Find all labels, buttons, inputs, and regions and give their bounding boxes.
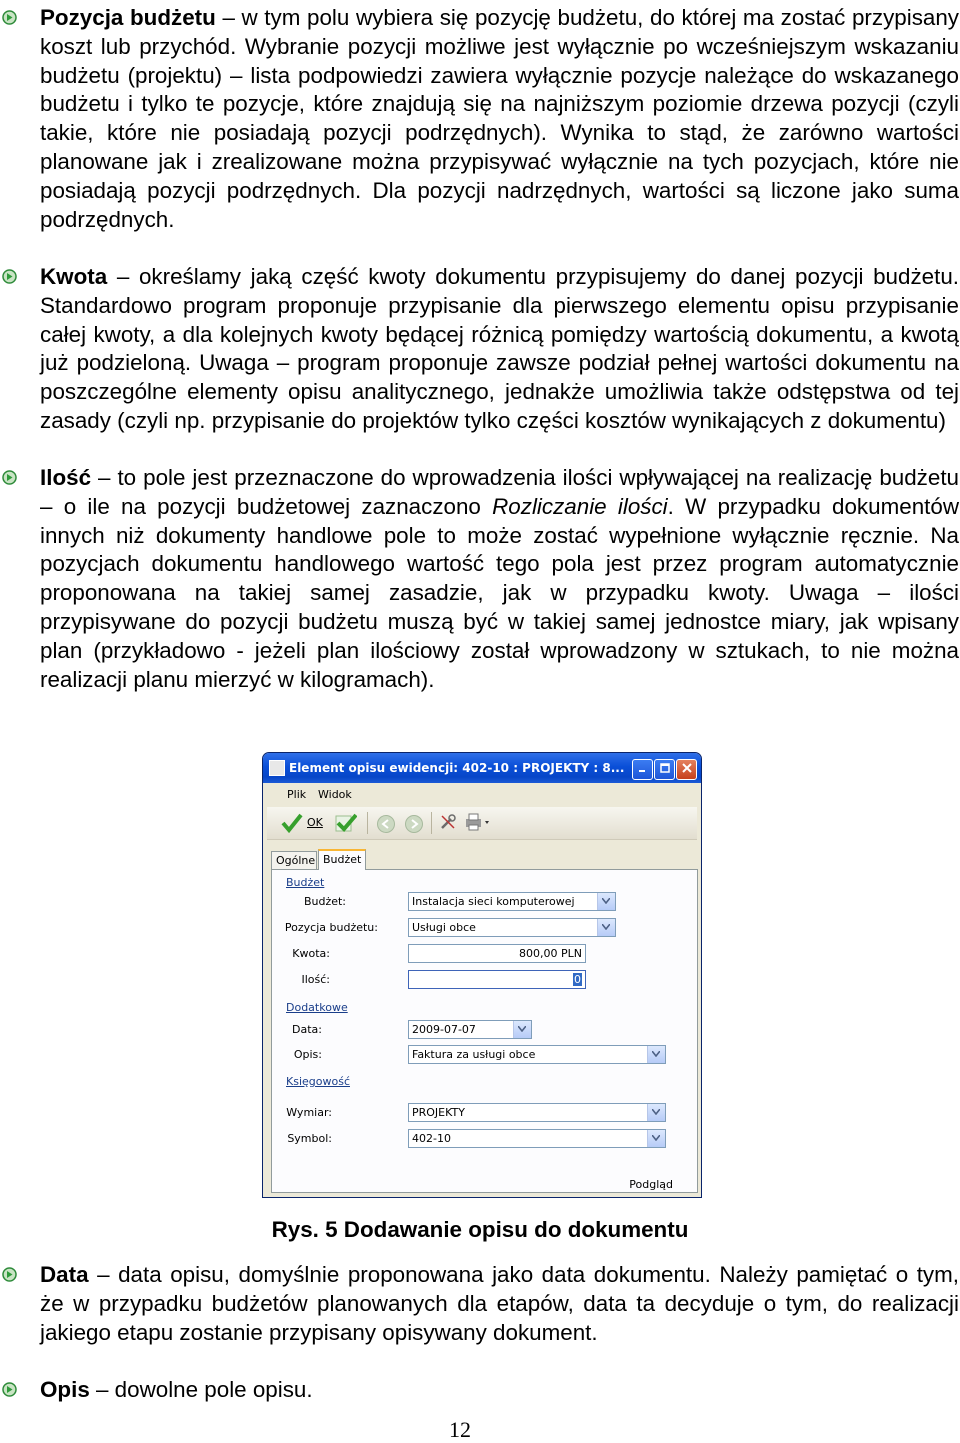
tools-icon: [439, 813, 457, 831]
opis-combo[interactable]: [408, 1045, 666, 1064]
pozycja-budzetu-value: Usługi obce: [412, 921, 476, 934]
label-data: Data:: [292, 1023, 322, 1036]
maximize-icon: [660, 763, 670, 773]
italic-term: Rozliczanie ilości: [492, 493, 668, 519]
pozycja-budzetu-combo[interactable]: [408, 918, 616, 937]
menu-bar: [267, 784, 697, 806]
close-icon: [682, 763, 692, 773]
tab-ogolne[interactable]: Ogólne: [271, 851, 317, 869]
separator: [431, 812, 432, 834]
printer-icon: [465, 813, 491, 831]
ok-button[interactable]: [281, 813, 323, 833]
chevron-down-icon: [518, 1026, 526, 1032]
toolbar: [267, 807, 697, 840]
label-ilosc: Ilość:: [301, 973, 330, 986]
term: Data: [40, 1262, 89, 1287]
wymiar-combo[interactable]: [408, 1103, 666, 1122]
ok-label: OK: [307, 816, 323, 829]
close-button[interactable]: [676, 759, 697, 780]
paragraph-text: – w tym polu wybiera się pozycję budżetu, do której ma zostać przypisany koszt lub przychód. Wybranie pozycji możliwe jest wyłącznie po wcześniejszym wskazaniu budżetu (projektu) – lista podpowiedzi zawiera wyłącznie pozycje należące do wskazanego budżetu i tylko te pozycje, które znajdują się na najniższym poziomie drzewa pozycji (czyli takie, które nie posiadają pozycji podrzędnych). Wynika to stąd, że zarówno wartości planowane jak i zrealizowane można przypisywać wyłącznie na tych pozycjach, które nie posiadają pozycji podrzędnych. Dla pozycji nadrzędnych, wartości są liczone jako suma podrzędnych.: [40, 5, 960, 232]
dropdown-button[interactable]: [513, 1021, 531, 1038]
chevron-down-icon: [602, 898, 610, 904]
opis-value: Faktura za usługi obce: [412, 1048, 536, 1061]
menu-widok[interactable]: Widok: [318, 788, 352, 801]
dropdown-button[interactable]: [647, 1104, 665, 1121]
title-bar[interactable]: [263, 753, 701, 783]
data-picker[interactable]: [408, 1020, 532, 1039]
term: Ilość: [40, 465, 92, 490]
budzet-combo[interactable]: [408, 892, 616, 911]
term: Kwota: [40, 264, 108, 289]
chevron-down-icon: [602, 924, 610, 930]
paragraph-text: – data opisu, domyślnie proponowana jako data dokumentu. Należy pamiętać o tym, że w przypadku budżetów planowanych dla etapów, data ta decyduje o tym, do realizacji jakiego etapu zostanie przypisany opisywany dokument.: [40, 1262, 959, 1345]
tools-button[interactable]: [439, 813, 457, 833]
group-budzet: Budżet: [286, 876, 325, 889]
ilosc-value: 0: [574, 973, 581, 986]
arrow-left-icon: [378, 816, 394, 832]
chevron-down-icon: [652, 1109, 660, 1115]
label-symbol: Symbol:: [287, 1132, 332, 1145]
paragraph-text: – to pole jest przeznaczone do wprowadzenia ilości wpływającej na realizację budżetu – o ile na pozycji budżetowej zaznaczono: [40, 465, 959, 519]
paragraph-text: . W przypadku dokumentów innych niż dokumenty handlowe pole to może zostać wypełnione wyłącznie ręcznie. Na pozycjach dokumentu handlowego wartość tego pola jest przez program automatycznie proponowana na takiej samej zasadzie, jak w przypadku kwoty. Uwaga – ilości przypisywane do pozycji budżetu muszą być w takiej samej jednostce miary, jak wpisany plan (przykładowo - jeżeli plan ilościowy został wprowadzony w sztukach, to nie można realizacji planu mierzyć w kilogramach).: [40, 493, 959, 692]
menu-plik[interactable]: Plik: [287, 788, 307, 801]
window-frame: [262, 752, 702, 1198]
chevron-down-icon: [652, 1051, 660, 1057]
symbol-value: 402-10: [412, 1132, 451, 1145]
data-value: 2009-07-07: [412, 1023, 476, 1036]
window-title: Element opisu ewidencji: 402-10 : PROJEKTY : 8...: [289, 761, 625, 775]
label-opis: Opis:: [293, 1048, 322, 1061]
group-dodatkowe: Dodatkowe: [286, 1001, 348, 1014]
minimize-icon: [638, 763, 648, 773]
dropdown-button[interactable]: [647, 1046, 665, 1063]
group-ksiegowosc: Księgowość: [286, 1075, 350, 1088]
label-kwota: Kwota:: [292, 947, 330, 960]
label-pozycja-budzetu: Pozycja budżetu:: [284, 921, 378, 934]
dropdown-button[interactable]: [597, 919, 615, 936]
paragraph-kwota: [40, 263, 959, 436]
term: Pozycja budżetu: [40, 5, 216, 30]
print-button[interactable]: [465, 813, 491, 833]
bullet-icon: [2, 1382, 17, 1397]
maximize-button[interactable]: [654, 759, 675, 780]
chevron-down-icon: [652, 1135, 660, 1141]
check-icon: [281, 813, 303, 833]
paragraph-text: – określamy jaką część kwoty dokumentu przypisujemy do danej pozycji budżetu. Standardowo program proponuje przypisanie dla pierwszego elementu opisu przypisanie całej kwoty, a dla kolejnych kwoty będącej różnicą pomiędzy wartością dokumentu, a kwotą już podzieloną. Uwaga – program proponuje zawsze podział pełnej wartości dokumentu na poszczególne elementy opisu analitycznego, jednakże umożliwia także odstępstwa od tej zasady (czyli np. przypisanie do projektów tylko części kosztów wynikających z dokumentu): [40, 264, 959, 433]
dropdown-button[interactable]: [597, 893, 615, 910]
separator: [367, 812, 368, 834]
wymiar-value: PROJEKTY: [412, 1106, 465, 1119]
tab-panel: [271, 869, 698, 1193]
bullet-icon: [2, 470, 17, 485]
label-budzet: Budżet:: [303, 895, 346, 908]
paragraph-pozycja-budzetu: [40, 4, 959, 234]
label-wymiar: Wymiar:: [286, 1106, 332, 1119]
term: Opis: [40, 1377, 90, 1402]
save-close-button[interactable]: [335, 813, 357, 833]
symbol-combo[interactable]: [408, 1129, 666, 1148]
bullet-icon: [2, 1267, 17, 1282]
forward-button[interactable]: [405, 815, 423, 833]
paragraph-opis: [40, 1376, 959, 1405]
kwota-input[interactable]: 800,00 PLN: [408, 944, 586, 963]
dropdown-button[interactable]: [647, 1130, 665, 1147]
dialog-window: [262, 752, 702, 1198]
page-number: 12: [449, 1417, 471, 1442]
bullet-icon: [2, 269, 17, 284]
minimize-button[interactable]: [632, 759, 653, 780]
paragraph-data: [40, 1261, 959, 1347]
paragraph-text: – dowolne pole opisu.: [89, 1377, 313, 1402]
check-icon: [335, 813, 357, 833]
figure-caption: Rys. 5 Dodawanie opisu do dokumentu: [271, 1217, 689, 1242]
budzet-value: Instalacja sieci komputerowej: [412, 895, 575, 908]
tab-budzet[interactable]: Budżet: [318, 849, 366, 870]
back-button[interactable]: [377, 815, 395, 833]
paragraph-ilosc: [40, 464, 959, 694]
app-icon: [269, 760, 285, 776]
preview-link[interactable]: Podgląd: [629, 1178, 673, 1191]
arrow-right-icon: [406, 816, 422, 832]
ilosc-input[interactable]: [408, 970, 586, 989]
bullet-icon: [2, 10, 17, 25]
